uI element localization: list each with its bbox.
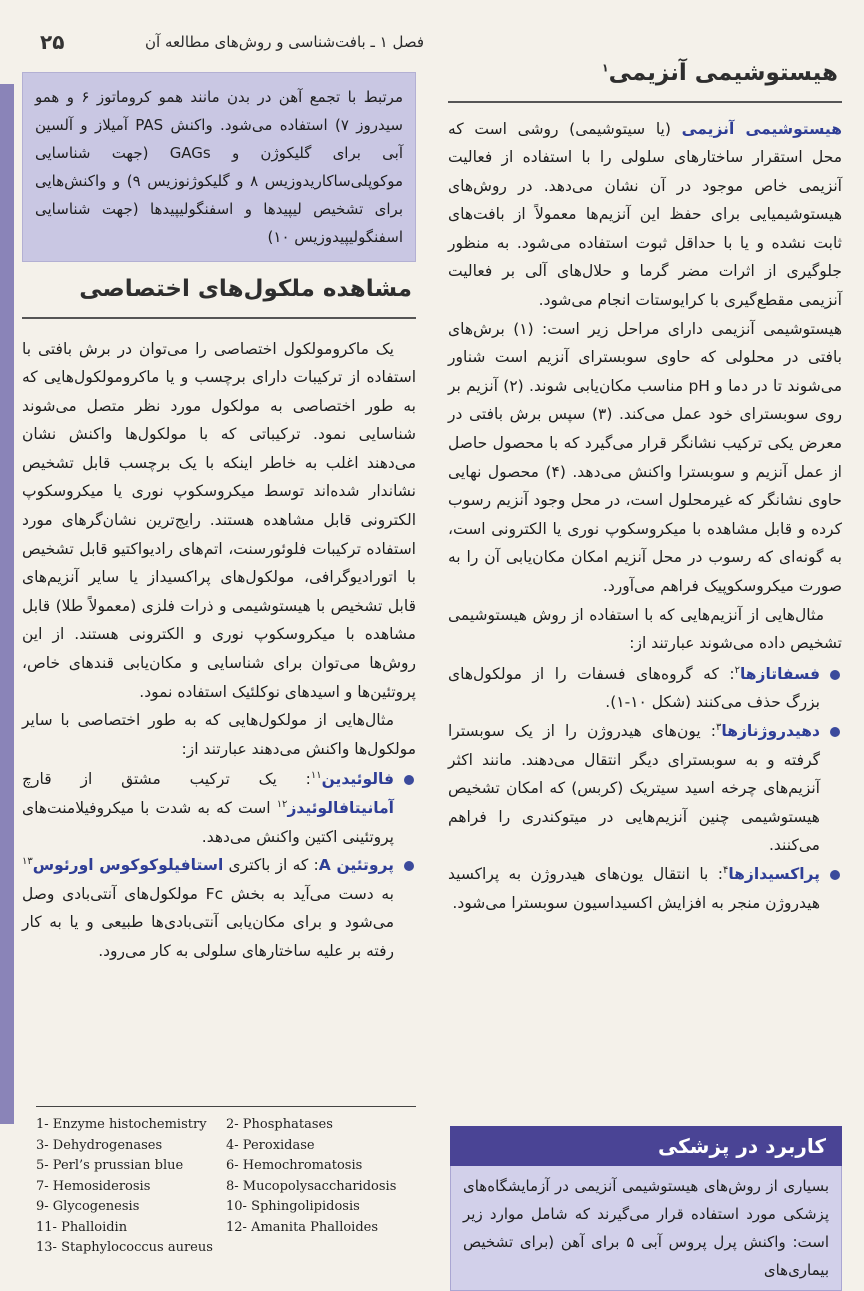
bullet-icon [404, 775, 414, 785]
molecule-list [22, 765, 416, 965]
section-title-enzyme-histochemistry: هیستوشیمی آنزیمی$^۱$ [448, 56, 842, 103]
footnote: 9- Glycogenesis [36, 1199, 140, 1214]
paragraph: هیستوشیمی آنزیمی (یا سیتوشیمی) روشی است که محل استقرار ساختارهای سلولی را با استفاده از فعالیت آنزیمی خاص موجود در آن نشان می‌دهد. در روش‌های هیستوشیمیایی برای حفظ این آنزیم‌ها معمولاً از بافت‌های ثابت نشده و یا با حداقل ثبوت استفاده می‌شود. به منظور جلوگیری از اثرات مضر گرما و حلال‌های آلی بر فعالیت آنزیمی مقطع‌گیری با کرایوستات انجام می‌شود. [448, 119, 842, 310]
clinical-text: بسیاری از روش‌های هیستوشیمی آنزیمی در آزمایشگاه‌های پزشکی مورد استفاده قرار می‌گیرند که شامل موارد زیر است: واکنش پرل پروس آبی ۵ برای آهن (برای تشخیص بیماری‌های [463, 1177, 829, 1279]
footnote: 6- Hemochromatosis [226, 1158, 363, 1173]
clinical-body [450, 1166, 842, 1291]
left-column [22, 72, 416, 966]
chapter-title: فصل ۱ ـ بافت‌شناسی و روش‌های مطالعه آن [145, 33, 424, 51]
bullet-icon [830, 870, 840, 880]
bullet-icon [404, 861, 414, 871]
term: هیستوشیمی آنزیمی [681, 119, 842, 138]
continued-box [22, 72, 416, 262]
footnote: 1- Enzyme histochemistry [36, 1117, 207, 1132]
enzyme-list [448, 660, 842, 917]
footnote: 13- Staphylococcus aureus [36, 1240, 213, 1255]
paragraph: مثال‌هایی از مولکول‌هایی که به طور اختصاصی با سایر مولکول‌ها واکنش می‌دهند عبارتند از: [22, 711, 416, 758]
running-header [40, 26, 424, 58]
footnote: 2- Phosphatases [226, 1117, 333, 1132]
footnote: 12- Amanita Phalloides [226, 1219, 379, 1235]
footnote: 7- Hemosiderosis [36, 1178, 151, 1194]
right-column [448, 56, 842, 917]
footnote [226, 1238, 416, 1259]
box-text: مرتبط با تجمع آهن در بدن مانند همو کروماتوز ۶ و همو سیدروز ۷) استفاده می‌شود. واکنش PAS آمیلاز و آلسین آبی برای گلیکوژن و GAGs (جهت شناسایی موکوپلی‌ساکاریدوزیس ۸ و گلیکوژنوزیس ۹) و واکنش‌هایی برای تشخیص لیپیدها و اسفنگولیپیدها (جهت شناسایی اسفنگولیپیدوزیس ۱۰) [35, 88, 403, 246]
list-item: فالوئیدین$^{۱۱}$: یک ترکیب مشتق از قارچ آمانیتافالوئیدز$^{۱۲}$ است که به شدت با میکروفیلامنت‌های پروتئینی اکتین واکنش می‌دهد. [22, 765, 416, 851]
bullet-icon [830, 727, 840, 737]
clinical-application-box [450, 1126, 842, 1291]
footnote: 11- Phalloidin [36, 1219, 128, 1235]
footnote: 3- Dehydrogenases [36, 1137, 163, 1153]
list-item: پروتئین A: که از باکتری استافیلوکوکوس اورئوس$^{۱۳}$ به دست می‌آید به بخش Fc مولکول‌های آنتی‌بادی وصل می‌شود و برای مکان‌یابی آنتی‌بادی‌ها طبیعی و یا به کار رفته بر علیه ساختارهای سلولی به کار می‌رود. [22, 851, 416, 965]
section-title-specific-molecules: مشاهده ملکول‌های اختصاصی [22, 272, 416, 319]
clinical-heading: کاربرد در پزشکی [450, 1126, 842, 1166]
list-item: دهیدروژنازها$^۳$: یون‌های هیدروژن را از یک سوبسترا گرفته و به سوبسترای دیگر انتقال می‌دهند. مانند اکثر آنزیم‌های چرخه اسید سیتریک (کربس) که امکان تشخیص هیستوشیمی چنین آنزیم‌هایی در میتوکندری را فراهم می‌کنند. [448, 717, 842, 860]
paragraph: یک ماکرومولکول اختصاصی را می‌توان در برش بافتی با استفاده از ترکیبات دارای برچسب و یا ماکرومولکول‌هایی که به طور اختصاصی به مولکول مورد نظر متصل می‌شوند شناسایی نمود. ترکیباتی که با مولکول‌ها واکنش نشان می‌دهند اغلب به خاطر اینکه با یک برچسب قابل تشخیص نشاندار شده‌اند توسط میکروسکوپ نوری یا میکروسکوپ الکترونی قابل مشاهده هستند. رایج‌ترین نشان‌گرهای مورد استفاده ترکیبات فلوئورسنت، اتم‌های رادیواکتیو قابل تشخیص با اتورادیوگرافی، مولکول‌های پراکسیداز یا سایر آنزیم‌های قابل تشخیص با هیستوشیمی و ذرات فلزی (معمولاً طلا) قابل مشاهده با میکروسکوپ نوری و الکترونی هستند. از این روش‌ها می‌توان برای شناسایی و مکان‌یابی قندهای خاص، پروتئین‌ها و اسیدهای نوکلئیک استفاده نمود. [22, 339, 416, 701]
page-number: ۲۵ [40, 30, 65, 54]
footnotes [36, 1106, 416, 1259]
footnote: 5- Perl’s prussian blue [36, 1158, 184, 1173]
footnote: 4- Peroxidase [226, 1137, 315, 1153]
list-item: پراکسیدازها$^۴$: با انتقال یون‌های هیدروژن به پراکسید هیدروژن منجر به افزایش اکسیداسیون سوبسترا می‌شود. [448, 860, 842, 917]
left-margin-bar [0, 84, 14, 1124]
footnote: 8- Mucopolysaccharidosis [226, 1178, 397, 1194]
paragraph: مثال‌هایی از آنزیم‌هایی که با استفاده از روش هیستوشیمی تشخیص داده می‌شوند عبارتند از: [448, 605, 842, 653]
footnote: 10- Sphingolipidosis [226, 1199, 360, 1214]
bullet-icon [830, 670, 840, 680]
paragraph: هیستوشیمی آنزیمی دارای مراحل زیر است: (۱) برش‌های بافتی در محلولی که حاوی سوبسترای آنزیم است شناور می‌شوند تا در دما و pH مناسب مکان‌یابی شوند. (۲) آنزیم بر روی سوبسترای خود عمل می‌کند. (۳) سپس برش بافتی در معرض یکی ترکیب نشانگر قرار می‌گیرد که با محصول حاصل از عمل آنزیم و سوبسترا واکنش می‌دهد. (۴) محصول نهایی حاوی نشانگر که غیرمحلول است، در محل وجود آنزیم رسوب کرده و قابل مشاهده با میکروسکوپ نوری یا الکترونی است، به گونه‌ای که رسوب در محل آنزیم امکان مکان‌یابی آن را به صورت میکروسکوپیک فراهم می‌آورد. [448, 319, 843, 595]
list-item: فسفاتازها$^۲$: که گروه‌های فسفات را از مولکول‌های بزرگ حذف می‌کنند (شکل ۱۰-۱). [448, 660, 842, 717]
